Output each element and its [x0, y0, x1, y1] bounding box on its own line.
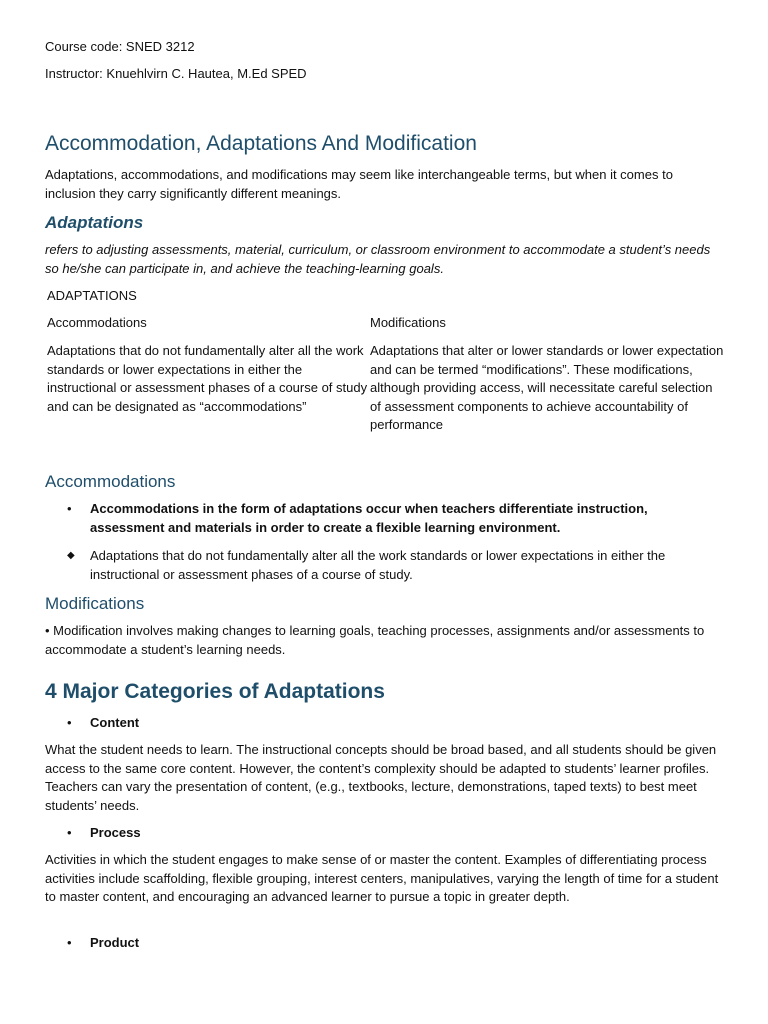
category-description: What the student needs to learn. The instructional concepts should be broad based, and all students should be given access to the same core content. However, the content’s complexity should be adapted to students’ learner profiles. Teachers can vary the presentation of content, (e.g., textbooks, lecture, demonstrations, taped texts) to best meet students’ needs.	[45, 742, 717, 813]
adaptations-heading: Adaptations	[45, 213, 144, 232]
instructor-name: Instructor: Knuehlvirn C. Hautea, M.Ed SPED	[45, 66, 307, 81]
bullet-dot-icon: •	[67, 715, 72, 730]
category-label: Content	[90, 715, 140, 730]
list-item	[45, 547, 725, 584]
list-item	[45, 500, 725, 537]
table-cell-accommodations: Adaptations that do not fundamentally alter all the work standards or lower expectations in either the instructional or assessment phases of a course of study and can be designated as “accommodations”	[47, 343, 368, 414]
modifications-heading: Modifications	[45, 594, 145, 613]
category-item-process	[45, 824, 725, 843]
category-item-content	[45, 714, 725, 733]
table-cell-modifications: Adaptations that alter or lower standards or lower expectation and can be termed “modifications”. These modifications, although providing access, will necessitate careful selection of assessment components to achieve accountability of performance	[370, 343, 724, 432]
accommodations-bullet-text: Accommodations in the form of adaptations occur when teachers differentiate instruction, assessment and materials in order to create a flexible learning environment.	[90, 501, 648, 535]
intro-paragraph: Adaptations, accommodations, and modifications may seem like interchangeable terms, but when it comes to inclusion they carry significantly different meanings.	[45, 167, 673, 201]
category-label: Product	[90, 935, 140, 950]
category-description: Activities in which the student engages to make sense of or master the content. Examples of differentiating process activities include scaffolding, flexible grouping, interest centers, manipulatives, varying the length of time for a student to master content, and encouraging an advanced learner to pursue a topic in greater depth.	[45, 852, 719, 904]
modifications-paragraph: • Modification involves making changes to learning goals, teaching processes, assignments and/or assessments to accommodate a student’s learning needs.	[45, 623, 705, 657]
category-item-product	[45, 934, 725, 953]
course-code: Course code: SNED 3212	[45, 39, 195, 54]
bullet-dot-icon: •	[67, 935, 72, 950]
adaptations-definition: refers to adjusting assessments, material, curriculum, or classroom environment to accommodate a student’s needs so he/she can participate in, and achieve the teaching-learning goals.	[45, 242, 711, 276]
categories-title: 4 Major Categories of Adaptations	[45, 680, 385, 703]
bullet-dot-icon: •	[67, 501, 72, 516]
accommodations-heading: Accommodations	[45, 472, 176, 491]
table-header-accommodations: Accommodations	[47, 315, 147, 330]
table-header-modifications: Modifications	[370, 315, 446, 330]
category-label: Process	[90, 825, 141, 840]
bullet-dot-icon: •	[67, 825, 72, 840]
table-label: ADAPTATIONS	[47, 288, 137, 303]
bullet-diamond-icon: ◆	[67, 550, 75, 561]
accommodations-bullet-text: Adaptations that do not fundamentally alter all the work standards or lower expectations in either the instructional or assessment phases of a course of study.	[90, 548, 666, 582]
page-title: Accommodation, Adaptations And Modification	[45, 132, 477, 155]
